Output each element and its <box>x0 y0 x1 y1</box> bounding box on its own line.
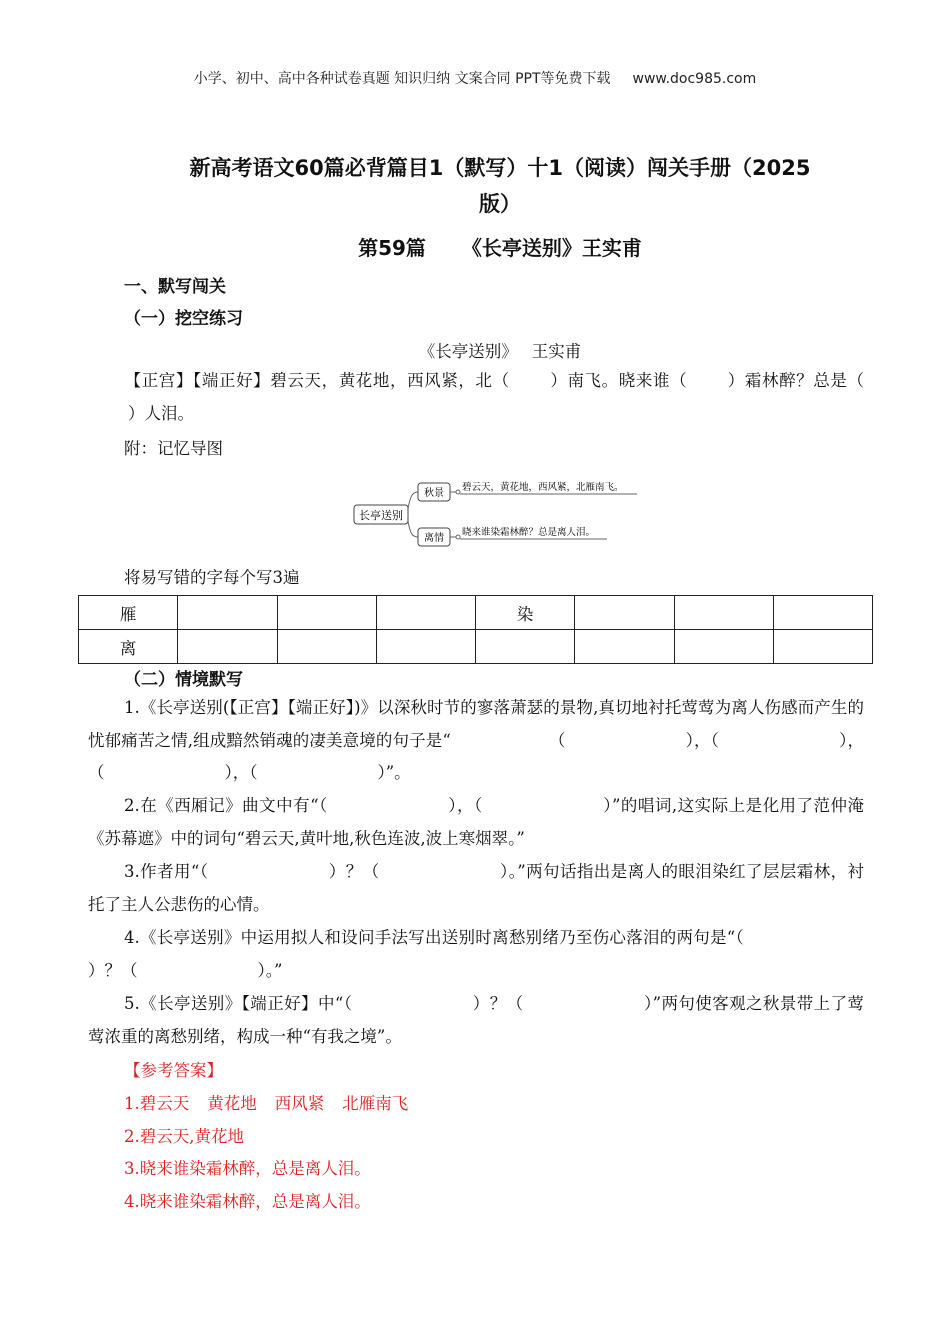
question-2: 2.在《西厢记》曲文中有“（ ），（ ）”的唱词,这实际上是化用了范仲淹《苏幕遮》中的词句“碧云天,黄叶地,秋色连波,波上寒烟翠。” <box>88 796 865 848</box>
answer-heading: 【参考答案】 <box>124 1061 223 1080</box>
answer-3: 3.晓来谁染霜林醉，总是离人泪。 <box>124 1159 371 1178</box>
table-row <box>79 596 873 630</box>
write-cell[interactable] <box>773 630 872 664</box>
page-header <box>0 68 950 88</box>
poem-title: 《长亭送别》 <box>418 342 518 361</box>
table-row <box>79 630 873 664</box>
memory-mindmap <box>352 474 652 554</box>
write-cell[interactable] <box>575 596 674 630</box>
mindmap-label: 附：记忆导图 <box>124 439 223 458</box>
practice-table <box>78 595 873 664</box>
section-heading-1: 一、默写闯关 <box>124 277 226 297</box>
write-cell[interactable] <box>674 596 773 630</box>
write-cell[interactable] <box>178 596 277 630</box>
question-4: 4.《长亭送别》中运用拟人和设问手法写出送别时离愁别绪乃至伤心落泪的两句是“（）？（ ）。” <box>88 928 744 980</box>
write-cell[interactable] <box>376 630 475 664</box>
practice-label: 将易写错的字每个写3遍 <box>124 568 300 587</box>
mindmap-root: 长亭送别 <box>359 509 403 522</box>
table-cell: 染 <box>476 596 575 630</box>
answer-1: 1.碧云天 黄花地 西风紧 北雁南飞 <box>124 1094 409 1113</box>
mindmap-branch2: 离情 <box>424 533 444 544</box>
chapter-name: 《长亭送别》王实甫 <box>461 236 642 260</box>
write-cell[interactable] <box>773 596 872 630</box>
mindmap-branch2-text: 晓来谁染霜林醉？总是离人泪。 <box>462 527 596 538</box>
chapter-number: 第59篇 <box>358 236 426 260</box>
write-cell[interactable] <box>178 630 277 664</box>
fill-blank-paragraph: 【正宫】【端正好】碧云天，黄花地，西风紧，北（ ）南飞。晓来谁（ ）霜林醉？总是（）人泪。 <box>124 371 865 423</box>
question-5: 5.《长亭送别》【端正好】中“（ ）？（ ）”两句使客观之秋景带上了莺莺浓重的离愁别绪，构成一种“有我之境”。 <box>88 994 864 1046</box>
header-site[interactable]: www.doc985.com <box>632 71 757 87</box>
question-3: 3.作者用“（ ）？（ ）。”两句话指出是离人的眼泪染红了层层霜林，衬托了主人公悲伤的心情。 <box>88 862 864 914</box>
poem-author: 王实甫 <box>531 342 582 361</box>
title-line-1: 新高考语文60篇必背篇目1（默写）十1（阅读）闯关手册（2025 <box>189 156 811 180</box>
write-cell[interactable] <box>277 596 376 630</box>
section-heading-context: （二）情境默写 <box>124 670 243 690</box>
answer-4: 4.晓来谁染霜林醉，总是离人泪。 <box>124 1192 371 1211</box>
write-cell[interactable] <box>476 630 575 664</box>
answer-2: 2.碧云天,黄花地 <box>124 1127 244 1146</box>
table-cell: 雁 <box>79 596 178 630</box>
mindmap-branch1-text: 碧云天，黄花地，西风紧，北雁南飞。 <box>462 482 624 493</box>
document-title <box>150 150 850 222</box>
title-line-2: 版） <box>479 192 521 216</box>
table-cell: 离 <box>79 630 178 664</box>
poem-title-line <box>150 338 850 362</box>
chapter-subtitle <box>150 232 850 261</box>
header-text: 小学、初中、高中各种试卷真题 知识归纳 文案合同 PPT等免费下载 <box>193 71 611 87</box>
write-cell[interactable] <box>376 596 475 630</box>
write-cell[interactable] <box>277 630 376 664</box>
write-cell[interactable] <box>674 630 773 664</box>
section-heading-fill: （一）挖空练习 <box>124 309 243 329</box>
question-1: 1.《长亭送别(【正宫】【端正好】)》以深秋时节的寥落萧瑟的景物,真切地衬托莺莺为离人伤感而产生的忧郁痛苦之情,组成黯然销魂的凄美意境的句子是“ （ ），（ ），（ ），（ ）”。 <box>88 698 865 782</box>
mindmap-branch1: 秋景 <box>424 488 444 499</box>
write-cell[interactable] <box>575 630 674 664</box>
